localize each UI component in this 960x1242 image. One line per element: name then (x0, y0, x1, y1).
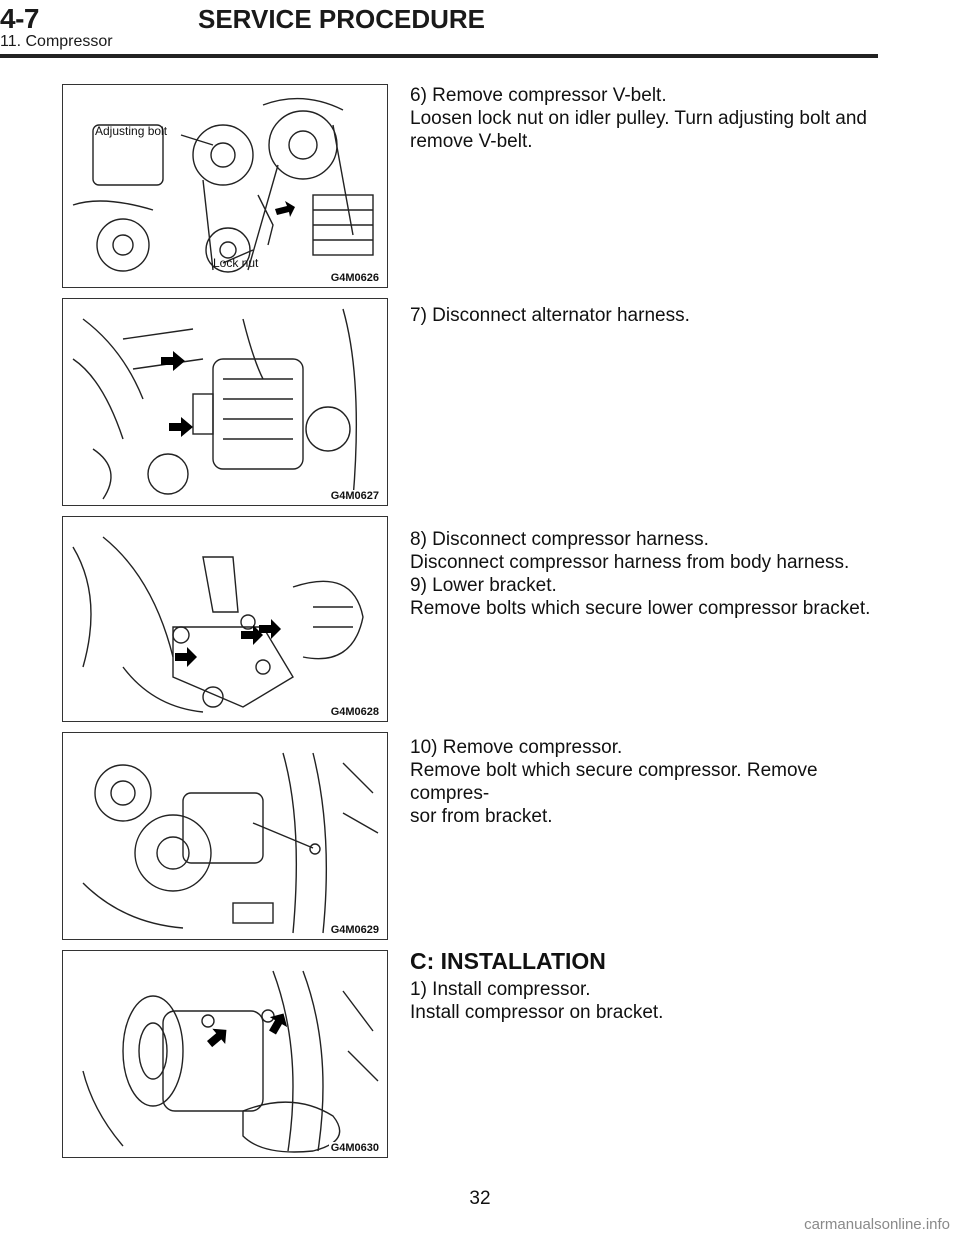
step-line: remove V-belt. (410, 131, 533, 152)
callout-lock-nut: Lock nut (213, 256, 259, 270)
section-number: 4-7 (0, 3, 39, 34)
figure-id: G4M0629 (330, 924, 379, 936)
step-8-9-text (410, 528, 880, 620)
compressor-installation-illustration (63, 951, 388, 1158)
figure-v-belt (62, 84, 388, 288)
figure-id: G4M0627 (330, 490, 379, 502)
step-line: Remove bolts which secure lower compressor bracket. (410, 598, 871, 619)
subsection-title: 11. Compressor (0, 33, 113, 50)
step-6-text (410, 84, 880, 153)
figure-lower-bracket (62, 516, 388, 722)
figure-alternator-harness (62, 298, 388, 506)
step-7-text (410, 304, 880, 327)
install-step-1-text (410, 978, 880, 1024)
figure-remove-compressor (62, 732, 388, 940)
step-line: 7) Disconnect alternator harness. (410, 305, 690, 326)
step-line: 10) Remove compressor. (410, 737, 623, 758)
step-line: Disconnect compressor harness from body harness. (410, 552, 850, 573)
figure-install-compressor (62, 950, 388, 1158)
figure-id: G4M0630 (330, 1142, 379, 1154)
figure-id: G4M0626 (330, 272, 379, 284)
step-line: 9) Lower bracket. (410, 575, 557, 596)
step-line: Loosen lock nut on idler pulley. Turn adjusting bolt and (410, 108, 868, 129)
step-line: 6) Remove compressor V-belt. (410, 85, 667, 106)
step-line: sor from bracket. (410, 806, 553, 827)
compressor-removal-illustration (63, 733, 388, 940)
step-line: Install compressor on bracket. (410, 1002, 664, 1023)
header-rule (0, 54, 878, 58)
section-title: SERVICE PROCEDURE (198, 4, 486, 34)
step-line: 8) Disconnect compressor harness. (410, 529, 709, 550)
step-line: Remove bolt which secure compressor. Remove compres- (410, 760, 818, 804)
bracket-illustration (63, 517, 388, 722)
watermark: carmanualsonline.info (804, 1216, 950, 1233)
step-10-text (410, 736, 880, 828)
callout-adjusting-bolt: Adjusting bolt (95, 124, 168, 138)
page-number: 32 (469, 1188, 491, 1209)
installation-heading: C: INSTALLATION (410, 948, 606, 974)
figure-id: G4M0628 (330, 706, 379, 718)
page-header (0, 0, 960, 60)
alternator-illustration (63, 299, 388, 506)
v-belt-illustration (63, 85, 388, 288)
step-line: 1) Install compressor. (410, 979, 591, 1000)
